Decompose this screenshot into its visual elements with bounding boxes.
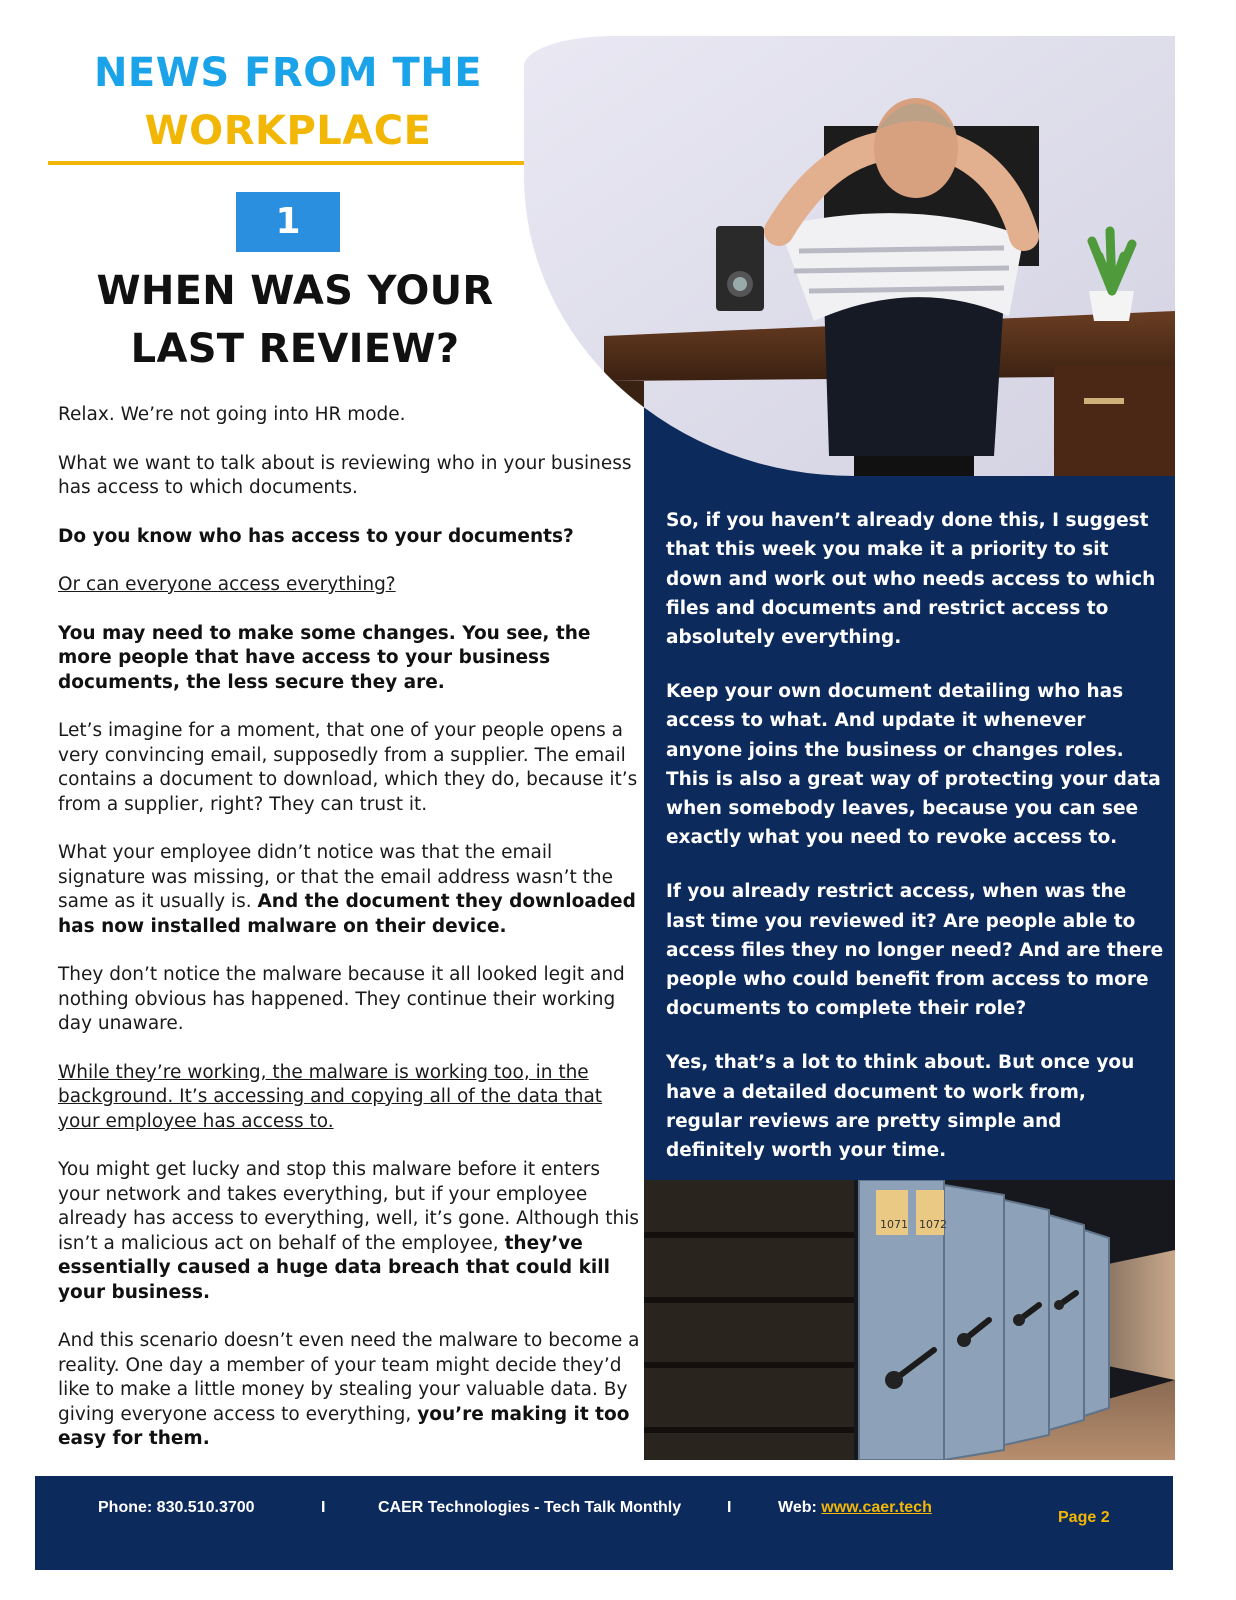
paragraph-text: You might get lucky and stop this malware before it enters your network and takes everything, but if your employee already has access to everything, well, it’s gone. Although this isn’t a malicious act on behalf of the employee, <box>58 1159 640 1254</box>
footer-separator: I <box>727 1499 732 1516</box>
footer-phone: Phone: 830.510.3700 <box>98 1499 255 1516</box>
archive-shelves-photo <box>644 1180 1175 1460</box>
footer-separator: I <box>321 1499 326 1516</box>
right-column-body <box>666 506 1166 1190</box>
sidebar-paragraph: Yes, that’s a lot to think about. But once you have a detailed document to work from, regular reviews are pretty simple and definitely worth your time. <box>666 1052 1135 1162</box>
header-divider <box>48 161 528 165</box>
bold-text: they’ve essentially caused a huge data breach that could kill your business. <box>58 1232 610 1303</box>
header-line-2: WORKPLACE <box>144 108 432 154</box>
shelf-label-1072: 1072 <box>919 1218 947 1231</box>
bold-text: you’re making it too easy for them. <box>58 1403 630 1449</box>
page-footer <box>35 1476 1173 1570</box>
bold-paragraph: You may need to make some changes. You see, the more people that have access to your business documents, the less secure they are. <box>58 622 591 693</box>
article-title-line-1: WHEN WAS YOUR <box>96 268 494 314</box>
left-column-body <box>58 403 643 1476</box>
underlined-paragraph: While they’re working, the malware is working too, in the background. It’s accessing and copying all of the data that your employee has access to. <box>58 1061 603 1132</box>
bold-text: And the document they downloaded has now installed malware on their device. <box>58 891 636 937</box>
paragraph: Relax. We’re not going into HR mode. <box>58 404 406 425</box>
sidebar-paragraph: If you already restrict access, when was the last time you reviewed it? Are people able to access files they no longer need? And are there people who could benefit from access to more documents to complete their role? <box>666 881 1164 1020</box>
paragraph-text: And this scenario doesn’t even need the malware to become a reality. One day a member of your team might decide they’d like to make a little money by stealing your valuable data. By giving everyone access to everything, <box>58 1330 640 1425</box>
paragraph-text: What your employee didn’t notice was that the email signature was missing, or that the email address wasn’t the same as it usually is. <box>58 842 613 912</box>
sidebar-paragraph: So, if you haven’t already done this, I suggest that this week you make it a priority to sit down and work out who needs access to which files and documents and restrict access to absolutely everything. <box>666 510 1156 649</box>
shelf-label-1071: 1071 <box>880 1218 908 1231</box>
footer-company: CAER Technologies - Tech Talk Monthly <box>378 1499 682 1516</box>
sidebar-paragraph: Keep your own document detailing who has access to what. And update it whenever anyone joins the business or changes roles. This is also a great way of protecting your data when somebody leaves, because you can see exactly what you need to revoke access to. <box>666 680 1161 849</box>
paragraph: They don’t notice the malware because it all looked legit and nothing obvious has happened. They continue their working day unaware. <box>58 964 625 1034</box>
article-title <box>60 262 530 378</box>
article-number-badge: 1 <box>236 192 340 252</box>
header-line-1: NEWS FROM THE <box>93 50 483 96</box>
footer-web <box>778 1499 932 1517</box>
article-title-line-2: LAST REVIEW? <box>130 326 460 372</box>
paragraph <box>58 1329 643 1452</box>
archive-shelves-illustration <box>644 1180 1175 1460</box>
section-header <box>48 45 528 161</box>
paragraph: Let’s imagine for a moment, that one of your people opens a very convincing email, supposedly from a supplier. The email contains a document to download, which they do, because it’s from a supplier, right? They can trust it. <box>58 720 638 815</box>
footer-web-label: Web: <box>778 1499 822 1516</box>
underlined-question: Or can everyone access everything? <box>58 574 396 595</box>
footer-web-link[interactable]: www.caer.tech <box>821 1499 932 1516</box>
bold-question: Do you know who has access to your documents? <box>58 525 574 547</box>
paragraph: What we want to talk about is reviewing who in your business has access to which documents. <box>58 452 632 498</box>
page-number: Page 2 <box>1058 1509 1110 1526</box>
paragraph <box>58 841 643 939</box>
paragraph <box>58 1158 643 1305</box>
